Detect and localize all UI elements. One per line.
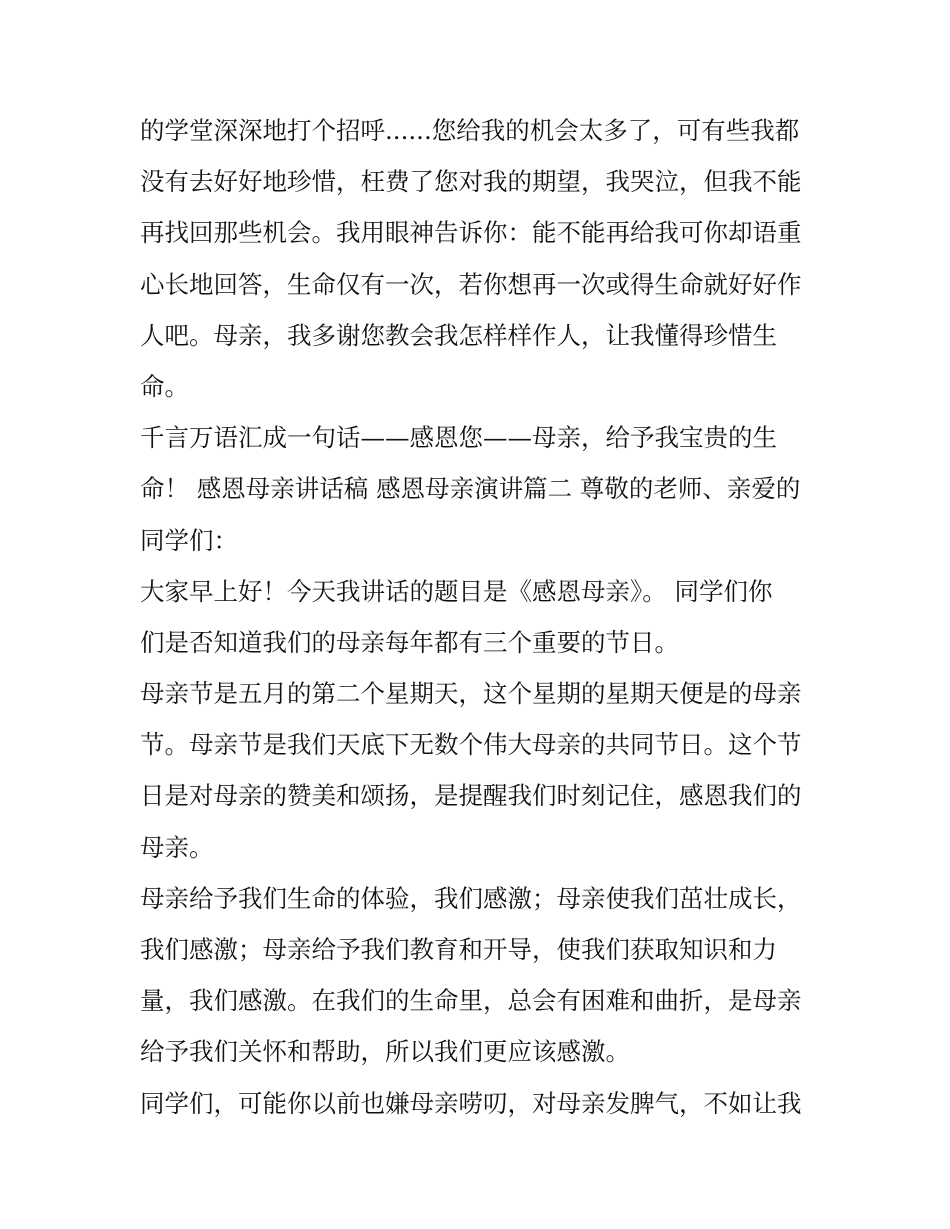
text-line: 同学们，可能你以前也嫌母亲唠叨，对母亲发脾气，不如让我 — [140, 1088, 802, 1118]
text-line: 母亲节是五月的第二个星期天，这个星期的星期天便是的母亲 — [140, 679, 802, 709]
text-line: 母亲。 — [140, 832, 214, 862]
text-line: 母亲给予我们生命的体验，我们感激；母亲使我们茁壮成长， — [140, 883, 802, 913]
text-line: 命！ 感恩母亲讲话稿 感恩母亲演讲篇二 尊敬的老师、亲爱的 — [140, 474, 801, 504]
text-line: 千言万语汇成一句话——感恩您——母亲，给予我宝贵的生 — [140, 423, 777, 453]
text-line: 给予我们关怀和帮助，所以我们更应该感激。 — [140, 1037, 630, 1067]
body-text — [140, 105, 820, 1129]
text-line: 同学们： — [140, 525, 238, 555]
text-line: 们是否知道我们的母亲每年都有三个重要的节日。 — [140, 627, 679, 657]
text-line: 量，我们感激。在我们的生命里，总会有困难和曲折，是母亲 — [140, 986, 802, 1016]
text-line: 命。 — [140, 371, 189, 401]
text-line: 再找回那些机会。我用眼神告诉你：能不能再给我可你却语重 — [140, 218, 802, 248]
text-line: 我们感激；母亲给予我们教育和开导，使我们获取知识和力 — [140, 935, 777, 964]
text-line: 人吧。母亲，我多谢您教会我怎样样作人，让我懂得珍惜生 — [140, 320, 777, 350]
text-line: 大家早上好！今天我讲话的题目是《感恩母亲》。 同学们你 — [140, 576, 773, 606]
text-line: 心长地回答，生命仅有一次，若你想再一次或得生命就好好作 — [140, 269, 802, 299]
text-line: 的学堂深深地打个招呼......您给我的机会太多了，可有些我都 — [140, 116, 800, 145]
text-line: 没有去好好地珍惜，枉费了您对我的期望，我哭泣，但我不能 — [140, 167, 802, 197]
text-line: 节。母亲节是我们天底下无数个伟大母亲的共同节日。这个节 — [140, 730, 802, 760]
text-line: 日是对母亲的赞美和颂扬，是提醒我们时刻记住，感恩我们的 — [140, 781, 802, 811]
